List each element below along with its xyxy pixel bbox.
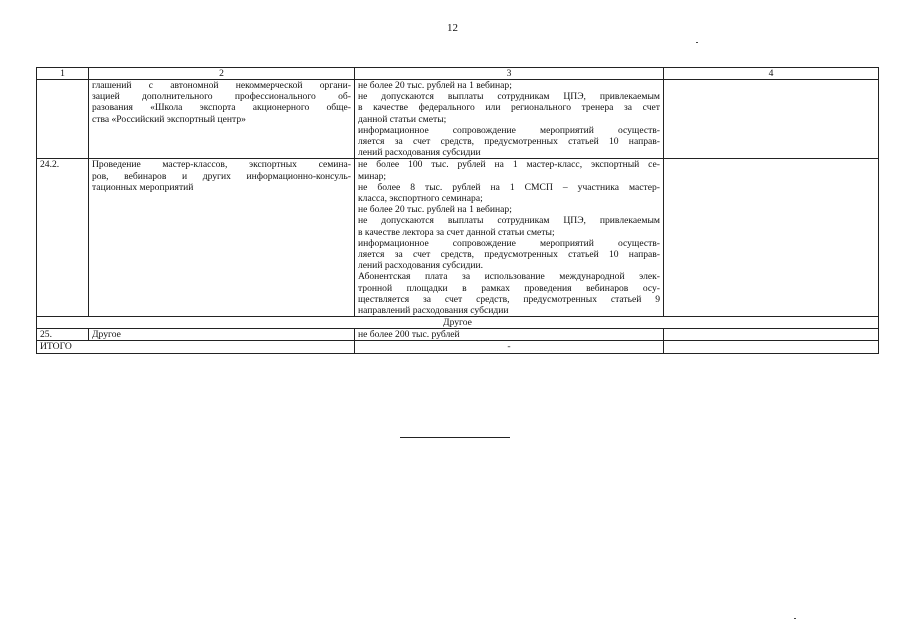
- total-value: -: [355, 341, 664, 353]
- expense-table: [36, 67, 879, 354]
- text-line: ществляется за счет средств, предусмотренных статьей 9: [358, 293, 660, 305]
- total-label: ИТОГО: [37, 341, 355, 353]
- text-line: информационное сопровождение мероприятий осуществ-: [358, 124, 660, 136]
- table-row-total: [37, 341, 879, 353]
- text-line: класса, экспортного семинара;: [358, 192, 483, 204]
- text-line: Проведение мастер-классов, экспортных семина-: [92, 159, 351, 171]
- text-line: ства «Российский экспортный центр»: [92, 113, 246, 125]
- text-line: ляется за счет средств, предусмотренных статьей 10 направ-: [358, 248, 660, 260]
- text-line: зацией дополнительного профессионального об-: [92, 91, 351, 103]
- text-line: не допускаются выплаты сотрудникам ЦПЭ, привлекаемым: [358, 91, 660, 103]
- text-line: Абонентская плата за использование международной элек-: [358, 271, 660, 283]
- text-line: не более 8 тыс. рублей на 1 СМСП – участника мастер-: [358, 181, 660, 193]
- text-line: не более 20 тыс. рублей на 1 вебинар;: [358, 204, 512, 216]
- text-line: лений расходования субсидии.: [358, 260, 484, 272]
- text-line: в качестве федерального или регионального тренера за счет: [358, 102, 660, 114]
- text-line: данной статьи сметы;: [358, 113, 447, 125]
- cell-notes: [664, 159, 879, 317]
- text-line: не более 100 тыс. рублей на 1 мастер-класс, экспортный се-: [358, 159, 660, 171]
- cell-limits: [355, 159, 664, 317]
- text-line: тационных мероприятий: [92, 181, 194, 193]
- header-col-3: 3: [355, 68, 664, 80]
- section-title: Другое: [37, 317, 879, 329]
- text-line: тронной площадки в рамках проведения вебинаров осу-: [358, 282, 660, 294]
- scan-speck: [696, 42, 698, 43]
- page-number: 12: [447, 22, 458, 34]
- table-header-row: [37, 68, 879, 80]
- cell-number: [37, 80, 89, 159]
- text-line: не более 20 тыс. рублей на 1 вебинар;: [358, 80, 512, 91]
- header-col-1: 1: [37, 68, 89, 80]
- table-row-25: [37, 329, 879, 341]
- cell-notes: [664, 341, 879, 353]
- text-line: ров, вебинаров и других информационно-консуль-: [92, 170, 351, 182]
- text-line: информационное сопровождение мероприятий осуществ-: [358, 237, 660, 249]
- cell-description: [89, 80, 355, 159]
- cell-limits: не более 200 тыс. рублей: [355, 329, 664, 341]
- cell-description: Другое: [89, 329, 355, 341]
- cell-number: 25.: [37, 329, 89, 341]
- text-line: ляется за счет средств, предусмотренных статьей 10 направ-: [358, 135, 660, 147]
- text-line: глашений с автономной некоммерческой органи-: [92, 80, 351, 91]
- text-line: минар;: [358, 170, 387, 182]
- text-line: не допускаются выплаты сотрудникам ЦПЭ, привлекаемым: [358, 215, 660, 227]
- header-col-2: 2: [89, 68, 355, 80]
- cell-notes: [664, 329, 879, 341]
- cell-number: 24.2.: [37, 159, 89, 317]
- footnote-rule: [400, 437, 510, 438]
- scan-speck: [794, 618, 796, 619]
- text-line: в качестве лектора за счет данной статьи сметы;: [358, 226, 555, 238]
- cell-description: [89, 159, 355, 317]
- section-row-other: [37, 317, 879, 329]
- table-row-continuation: [37, 80, 879, 159]
- text-line: разования «Школа экспорта акционерного обще-: [92, 102, 351, 114]
- table-row-24-2: [37, 159, 879, 317]
- header-col-4: 4: [664, 68, 879, 80]
- cell-notes: [664, 80, 879, 159]
- text-line: направлений расходования субсидии: [358, 304, 509, 316]
- cell-limits: [355, 80, 664, 159]
- text-line: лений расходования субсидии: [358, 147, 481, 159]
